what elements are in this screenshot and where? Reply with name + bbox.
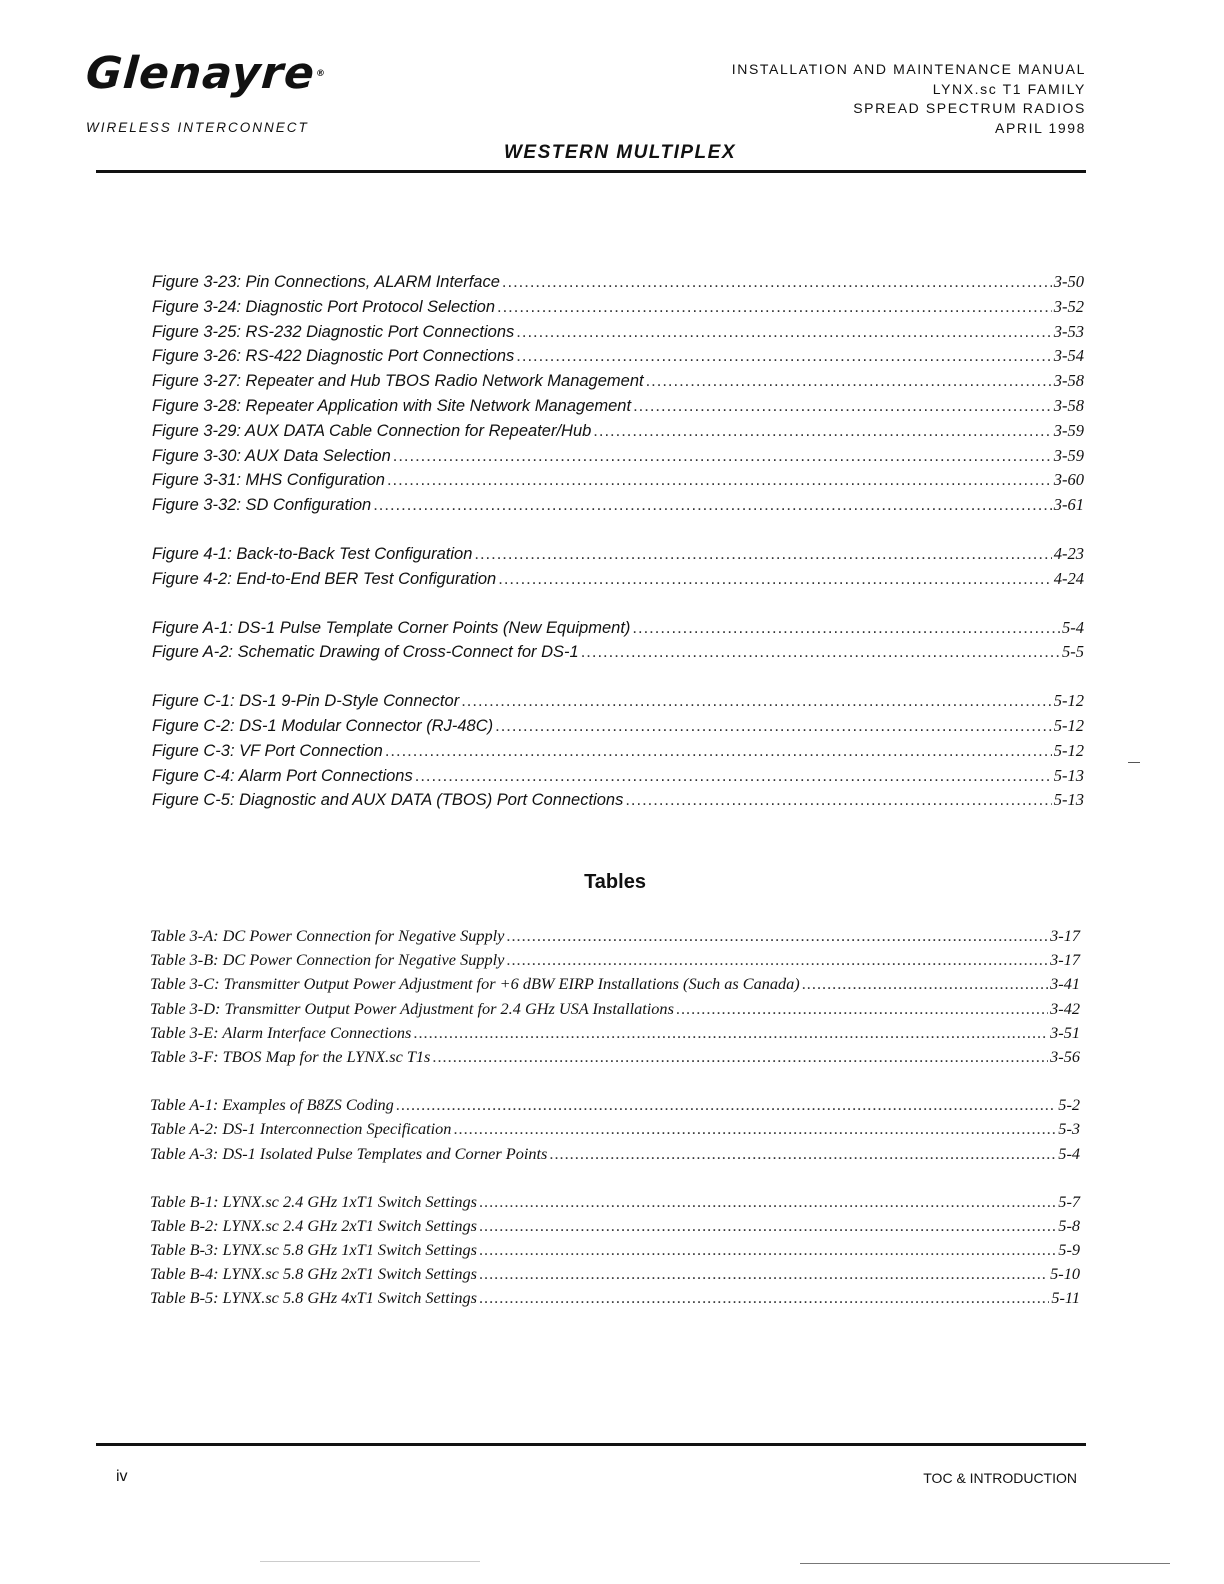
toc-entry[interactable]	[150, 1095, 1080, 1119]
company-logo	[84, 48, 386, 135]
entry-label: Figure 3-27: Repeater and Hub TBOS Radio Network Management	[152, 372, 644, 391]
toc-entry[interactable]	[152, 544, 1084, 569]
entry-label: Figure C-5: Diagnostic and AUX DATA (TBOS) Port Connections	[152, 791, 624, 810]
toc-entry[interactable]	[152, 297, 1084, 322]
scan-artifact	[260, 1561, 480, 1562]
entry-page: 3-53	[1053, 321, 1084, 341]
toc-entry[interactable]	[150, 926, 1080, 950]
entry-label: Figure 3-28: Repeater Application with Site Network Management	[152, 396, 632, 415]
entry-page: 3-56	[1050, 1046, 1080, 1066]
dot-leader	[432, 1047, 1048, 1067]
entry-label: Figure C-2: DS-1 Modular Connector (RJ-48C)	[152, 716, 494, 735]
toc-entry[interactable]	[152, 642, 1084, 667]
dot-leader	[453, 1119, 1056, 1139]
entry-page: 3-17	[1050, 950, 1080, 970]
entry-page: 5-8	[1058, 1215, 1080, 1235]
toc-entry[interactable]	[150, 950, 1080, 974]
entry-page: 3-58	[1053, 371, 1084, 391]
toc-entry[interactable]	[152, 569, 1084, 594]
tables-list	[150, 926, 1080, 1313]
entry-label: Figure 4-2: End-to-End BER Test Configuration	[152, 569, 497, 588]
entry-page: 5-13	[1053, 790, 1084, 810]
dot-leader	[502, 273, 1052, 292]
entry-page: 3-17	[1050, 926, 1080, 945]
entry-label: Table B-2: LYNX.sc 2.4 GHz 2xT1 Switch Settings	[150, 1215, 477, 1235]
header-rule	[96, 170, 1086, 173]
toc-entry[interactable]	[152, 716, 1084, 741]
dot-leader	[479, 1288, 1049, 1308]
toc-entry[interactable]	[152, 446, 1084, 471]
entry-page: 3-42	[1050, 998, 1080, 1018]
entry-page: 3-50	[1053, 272, 1084, 291]
entry-label: Table 3-D: Transmitter Output Power Adjustment for 2.4 GHz USA Installations	[150, 998, 674, 1018]
dot-leader	[474, 545, 1051, 564]
entry-label: Table 3-B: DC Power Connection for Negative Supply	[150, 950, 505, 970]
footer-section: TOC & INTRODUCTION	[923, 1470, 1077, 1486]
entry-label: Table 3-E: Alarm Interface Connections	[150, 1022, 412, 1042]
dot-leader	[479, 1192, 1056, 1212]
toc-entry[interactable]	[152, 322, 1084, 347]
product-family: LYNX.sc T1 FAMILY	[932, 80, 1086, 97]
scan-artifact	[800, 1563, 1170, 1564]
toc-entry[interactable]	[150, 1264, 1080, 1288]
toc-entry[interactable]	[150, 1216, 1080, 1240]
toc-entry[interactable]	[150, 974, 1080, 998]
toc-entry[interactable]	[150, 1144, 1080, 1168]
entry-page: 5-12	[1053, 740, 1084, 760]
toc-entry[interactable]	[152, 346, 1084, 371]
entry-page: 4-23	[1053, 543, 1084, 563]
entry-label: Figure C-3: VF Port Connection	[152, 741, 383, 760]
entry-page: 5-5	[1062, 642, 1084, 662]
logo-wordmark: Glenayre®	[84, 48, 327, 99]
entry-page: 3-41	[1050, 974, 1080, 994]
company-tagline: WIRELESS INTERCONNECT	[86, 120, 309, 135]
toc-entry[interactable]	[150, 1240, 1080, 1264]
manual-title: INSTALLATION AND MAINTENANCE MANUAL	[731, 61, 1086, 77]
toc-entry[interactable]	[150, 1047, 1080, 1071]
entry-page: 3-51	[1050, 1022, 1080, 1042]
dot-leader	[396, 1095, 1057, 1115]
entry-label: Table A-1: Examples of B8ZS Coding	[150, 1095, 394, 1115]
entry-page: 3-59	[1053, 420, 1084, 440]
entry-page: 3-59	[1053, 445, 1084, 465]
dot-leader	[633, 397, 1052, 416]
dot-leader	[479, 1216, 1056, 1236]
dot-leader	[506, 926, 1048, 946]
toc-entry[interactable]	[152, 618, 1084, 643]
toc-entry[interactable]	[150, 1288, 1080, 1312]
entry-label: Table B-4: LYNX.sc 5.8 GHz 2xT1 Switch Settings	[150, 1264, 477, 1284]
dot-leader	[549, 1144, 1056, 1164]
entry-label: Table 3-A: DC Power Connection for Negative Supply	[150, 926, 505, 945]
entry-label: Figure 3-30: AUX Data Selection	[152, 446, 391, 465]
entry-label: Figure C-4: Alarm Port Connections	[152, 766, 413, 785]
division-name: WESTERN MULTIPLEX	[503, 142, 737, 163]
registered-mark: ®	[315, 69, 327, 79]
toc-entry[interactable]	[152, 790, 1084, 815]
entry-label: Figure 3-26: RS-422 Diagnostic Port Connections	[152, 347, 515, 366]
dot-leader	[625, 791, 1051, 810]
entry-label: Table B-3: LYNX.sc 5.8 GHz 1xT1 Switch Settings	[150, 1240, 477, 1260]
toc-entry[interactable]	[152, 495, 1084, 520]
dot-leader	[479, 1240, 1056, 1260]
entry-page: 5-11	[1051, 1288, 1080, 1308]
entry-page: 3-61	[1053, 495, 1084, 515]
toc-entry[interactable]	[150, 1119, 1080, 1143]
dot-leader	[646, 372, 1052, 391]
entry-page: 3-58	[1053, 395, 1084, 415]
entry-page: 5-12	[1053, 715, 1084, 735]
product-type: SPREAD SPECTRUM RADIOS	[853, 100, 1086, 116]
entry-page: 5-13	[1053, 765, 1084, 785]
manual-title-block	[732, 60, 1086, 138]
toc-entry[interactable]	[152, 396, 1084, 421]
entry-page: 4-24	[1053, 568, 1084, 588]
entry-page: 5-10	[1050, 1264, 1080, 1284]
dot-leader	[413, 1023, 1048, 1043]
entry-label: Table A-2: DS-1 Interconnection Specification	[150, 1119, 452, 1139]
dot-leader	[516, 323, 1051, 342]
dot-leader	[415, 767, 1052, 786]
entry-page: 3-52	[1053, 296, 1084, 316]
toc-entry[interactable]	[152, 421, 1084, 446]
dot-leader	[802, 974, 1048, 994]
dot-leader	[516, 347, 1051, 366]
entry-label: Figure 3-29: AUX DATA Cable Connection for Repeater/Hub	[152, 421, 592, 440]
dot-leader	[497, 298, 1052, 317]
toc-entry[interactable]	[150, 1192, 1080, 1216]
entry-label: Table 3-C: Transmitter Output Power Adjustment for +6 dBW EIRP Installations (Such as Canada)	[150, 974, 800, 994]
dot-leader	[387, 471, 1052, 490]
dot-leader	[632, 619, 1060, 638]
toc-entry[interactable]	[152, 470, 1084, 495]
entry-label: Figure 3-23: Pin Connections, ALARM Interface	[152, 273, 500, 291]
entry-label: Figure 3-25: RS-232 Diagnostic Port Connections	[152, 322, 515, 341]
toc-entry[interactable]	[152, 371, 1084, 396]
figures-list	[152, 272, 1084, 815]
dot-leader	[506, 950, 1048, 970]
entry-label: Figure C-1: DS-1 9-Pin D-Style Connector	[152, 692, 460, 711]
toc-entry[interactable]	[152, 741, 1084, 766]
entry-page: 5-9	[1058, 1240, 1080, 1260]
dot-leader	[498, 570, 1052, 589]
publication-date: APRIL 1998	[995, 119, 1086, 136]
footer-rule	[96, 1443, 1086, 1446]
entry-label: Figure 3-24: Diagnostic Port Protocol Selection	[152, 297, 496, 316]
entry-page: 3-60	[1053, 470, 1084, 490]
entry-label: Table A-3: DS-1 Isolated Pulse Templates and Corner Points	[150, 1143, 548, 1163]
toc-entry[interactable]	[152, 766, 1084, 791]
entry-label: Table B-5: LYNX.sc 5.8 GHz 4xT1 Switch Settings	[150, 1288, 477, 1308]
entry-label: Figure A-2: Schematic Drawing of Cross-Connect for DS-1	[152, 643, 579, 662]
toc-entry[interactable]	[150, 1023, 1080, 1047]
page-number: iv	[116, 1468, 128, 1485]
entry-page: 5-12	[1053, 691, 1084, 711]
dot-leader	[393, 447, 1052, 466]
dot-leader	[495, 717, 1052, 736]
entry-page: 3-54	[1053, 346, 1084, 366]
entry-label: Figure 3-31: MHS Configuration	[152, 471, 385, 490]
entry-page: 5-3	[1058, 1119, 1080, 1139]
dot-leader	[373, 496, 1052, 515]
entry-page: 5-4	[1062, 617, 1084, 637]
toc-entry[interactable]	[152, 691, 1084, 716]
entry-label: Figure 4-1: Back-to-Back Test Configuration	[152, 544, 473, 563]
dot-leader	[385, 742, 1052, 761]
entry-label: Figure A-1: DS-1 Pulse Template Corner Points (New Equipment)	[152, 618, 631, 637]
toc-entry[interactable]	[152, 272, 1084, 297]
entry-label: Table 3-F: TBOS Map for the LYNX.sc T1s	[150, 1046, 431, 1066]
scan-artifact	[1128, 762, 1140, 763]
entry-label: Table B-1: LYNX.sc 2.4 GHz 1xT1 Switch Settings	[150, 1191, 477, 1211]
entry-page: 5-2	[1058, 1095, 1080, 1115]
dot-leader	[479, 1264, 1048, 1284]
entry-page: 5-4	[1058, 1143, 1080, 1163]
dot-leader	[461, 692, 1052, 711]
dot-leader	[581, 643, 1060, 662]
dot-leader	[593, 422, 1051, 441]
toc-entry[interactable]	[150, 999, 1080, 1023]
entry-label: Figure 3-32: SD Configuration	[152, 496, 372, 515]
tables-heading: Tables	[584, 871, 646, 893]
dot-leader	[676, 999, 1048, 1019]
entry-page: 5-7	[1058, 1191, 1080, 1211]
